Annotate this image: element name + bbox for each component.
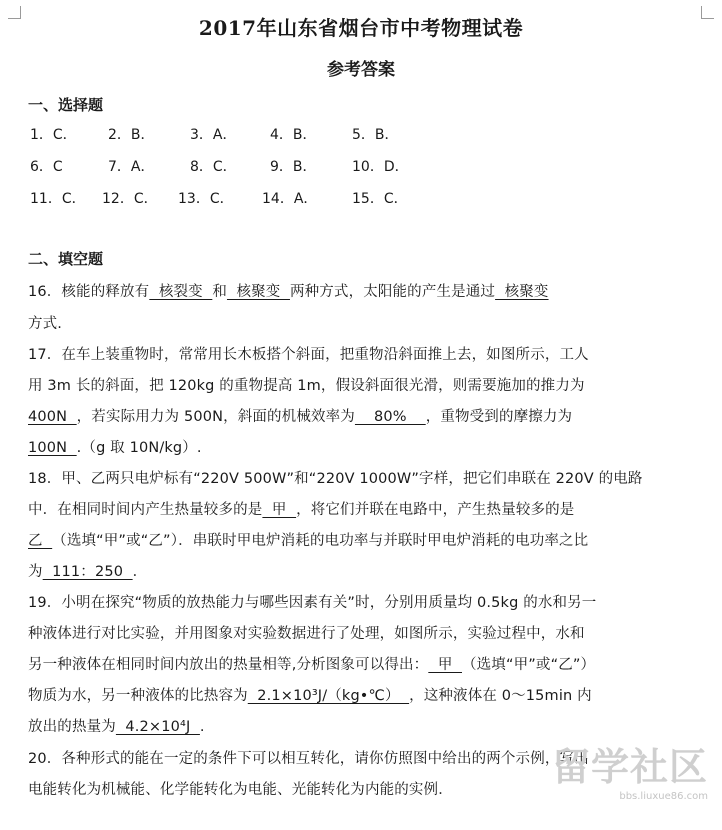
- q18-text: （选填“甲”或“乙”）．串联时甲电炉消耗的电功率与并联时甲电炉消耗的电功率之比: [52, 533, 589, 549]
- q18-blank-2: 乙: [28, 533, 53, 549]
- q19-line-3: [28, 653, 595, 674]
- q19-blank-1: 甲: [428, 657, 462, 673]
- q18-line-2: [28, 498, 574, 519]
- q19-line-2: 种液体进行对比实验，并用图象对实验数据进行了处理，如图所示，实验过程中，水和: [28, 626, 585, 642]
- q18-line-4: [28, 560, 147, 581]
- q17-blank-3: 100N: [28, 440, 77, 456]
- section-heading-choice: 一、选择题: [28, 96, 104, 114]
- answer-6: 6．C: [30, 159, 63, 175]
- q16-line-2: 方式.: [28, 316, 63, 332]
- answer-11: 11．C．: [30, 191, 86, 207]
- q16-blank-1: 核裂变: [149, 284, 213, 300]
- q19-line-1: 19．小明在探究“物质的放热能力与哪些因素有关”时，分别用质量均 0.5kg 的水和另一: [28, 595, 597, 611]
- answer-7: 7．A．: [108, 159, 155, 175]
- q17-blank-1: 400N: [28, 409, 77, 425]
- answer-14: 14．A．: [262, 191, 318, 207]
- q17-line-4: [28, 436, 202, 457]
- q19-blank-3: 4.2×10⁴J: [115, 719, 200, 735]
- answer-2: 2．B．: [108, 127, 155, 143]
- q19-text: .: [199, 719, 205, 735]
- answer-15: 15．C．: [352, 191, 408, 207]
- answer-5: 5．B．: [352, 127, 399, 143]
- q20-line-2: 电能转化为机械能、化学能转化为电能、光能转化为内能的实例．: [28, 782, 453, 798]
- watermark-url: bbs.liuxue86.com: [619, 791, 708, 802]
- answer-12: 12．C．: [102, 191, 158, 207]
- q19-text: 另一种液体在相同时间内放出的热量相等,分析图象可以得出：: [28, 657, 429, 673]
- q18-text: 为: [28, 564, 43, 580]
- answer-4: 4．B．: [270, 127, 317, 143]
- q19-text: （选填“甲”或“乙”）: [462, 657, 596, 673]
- q17-line-3: [28, 405, 572, 426]
- q16-blank-3: 核聚变: [495, 284, 549, 300]
- q19-line-5: [28, 715, 205, 736]
- watermark-logo-text: 留学社区: [551, 745, 708, 789]
- document-title: 2017年山东省烟台市中考物理试卷: [198, 16, 524, 40]
- answer-13: 13．C．: [178, 191, 234, 207]
- q20-line-1: 20．各种形式的能在一定的条件下可以相互转化，请你仿照图中给出的两个示例，写出: [28, 751, 589, 767]
- q18-text: 中．在相同时间内产生热量较多的是: [28, 502, 263, 518]
- section-heading-fill: 二、填空题: [28, 250, 104, 268]
- q16-text: 和: [212, 284, 227, 300]
- q18-line-3: [28, 529, 588, 550]
- document-subtitle: 参考答案: [327, 60, 395, 80]
- q18-blank-1: 甲: [262, 502, 297, 518]
- q16-blank-2: 核聚变: [226, 284, 290, 300]
- answer-3: 3．A．: [190, 127, 237, 143]
- q18-line-1: 18．甲、乙两只电炉标有“220V 500W”和“220V 1000W”字样，把它们串联在 220V 的电路: [28, 471, 643, 487]
- q17-line-1: 17．在车上装重物时，常常用长木板搭个斜面，把重物沿斜面推上去，如图所示，工人: [28, 347, 589, 363]
- answer-1: 1．C．: [30, 127, 77, 143]
- q19-text: 物质为水，另一种液体的比热容为: [28, 688, 248, 704]
- q19-line-4: [28, 684, 592, 705]
- q16-line-1: [28, 280, 549, 301]
- answer-10: 10．D．: [352, 159, 409, 175]
- q18-blank-3: 111：250: [42, 564, 133, 580]
- q17-blank-2: 80%: [354, 409, 426, 425]
- answer-9: 9．B．: [270, 159, 317, 175]
- q17-text: .（g 取 10N/kg）.: [76, 440, 202, 456]
- q19-text: 放出的热量为: [28, 719, 116, 735]
- watermark: [552, 736, 708, 802]
- q19-blank-2: 2.1×10³J/（kg•℃）: [247, 688, 410, 704]
- q18-text: ．: [132, 564, 148, 580]
- q19-text: ，这种液体在 0～15min 内: [409, 688, 592, 704]
- q17-text: ，若实际用力为 500N，斜面的机械效率为: [76, 409, 355, 425]
- q16-text: 16．核能的释放有: [28, 284, 150, 300]
- q18-text: ，将它们并联在电路中，产生热量较多的是: [296, 502, 575, 518]
- answer-8: 8．C．: [190, 159, 237, 175]
- q17-text: ，重物受到的摩擦力为: [425, 409, 573, 425]
- q16-text: 两种方式，太阳能的产生是通过: [289, 284, 496, 300]
- q17-line-2: 用 3m 长的斜面，把 120kg 的重物提高 1m，假设斜面很光滑，则需要施加的推力为: [28, 378, 585, 394]
